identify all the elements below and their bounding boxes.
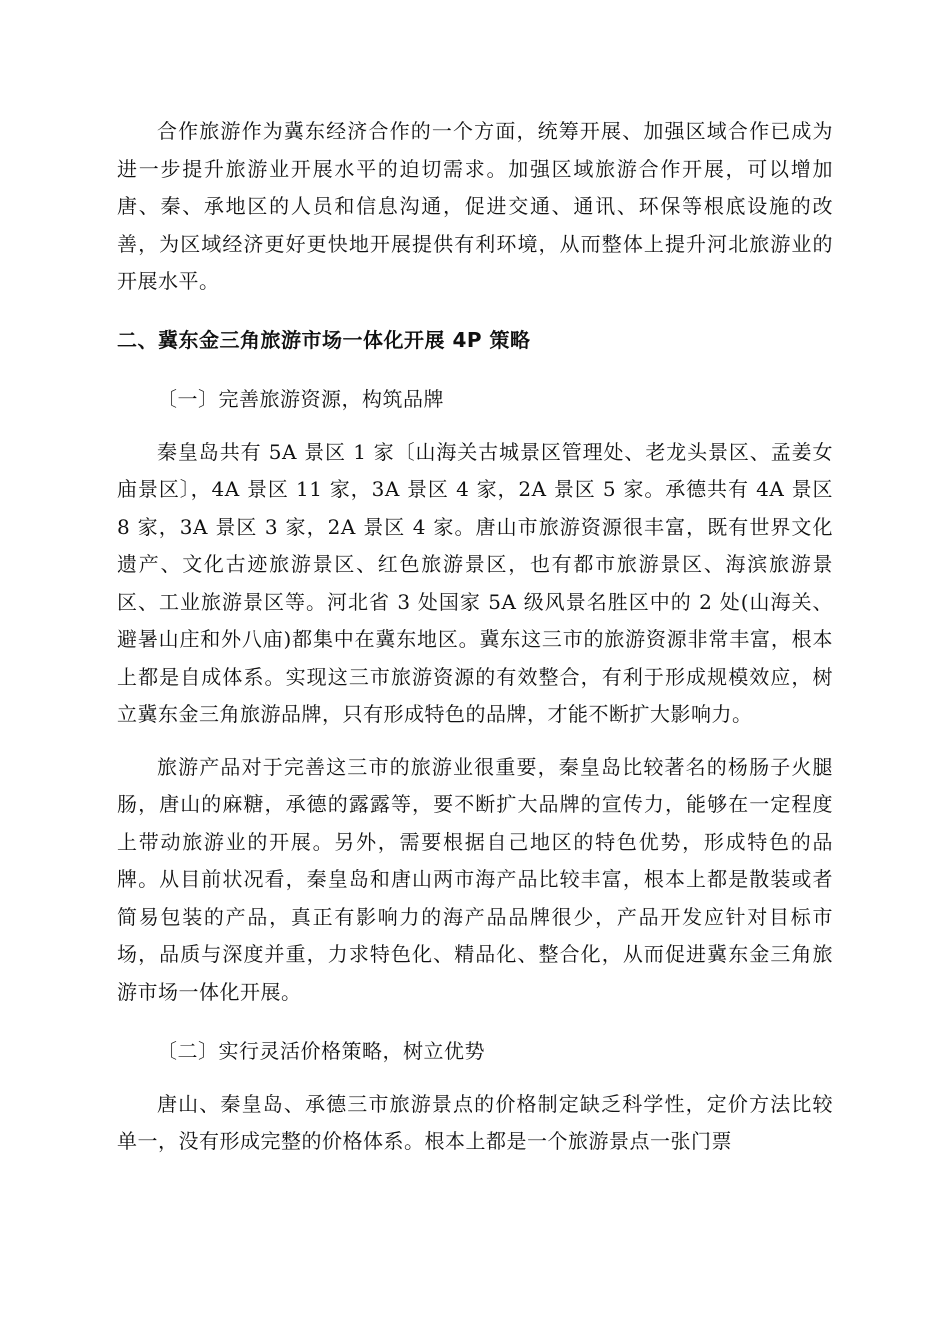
subsection-1-paragraph-1: 秦皇岛共有 5A 景区 1 家〔山海关古城景区管理处、老龙头景区、孟姜女庙景区〕，4A 景区 11 家，3A 景区 4 家，2A 景区 5 家。承德共有 4A 景区 8 家，3A 景区 3 家，2A 景区 4 家。唐山市旅游资源很丰富，既有世界文化遗产、文化古迹旅游景区、红色旅游景区，也有都市旅游景区、海滨旅游景区、工业旅游景区等。河北省 3 处国家 5A 级风景名胜区中的 2 处(山海关、避暑山庄和外八庙)都集中在冀东地区。冀东这三市的旅游资源非常丰富，根本上都是自成体系。实现这三市旅游资源的有效整合，有利于形成规模效应，树立冀东金三角旅游品牌，只有形成特色的品牌，才能不断扩大影响力。 — [117, 439, 833, 726]
section-heading: 二、冀东金三角旅游市场一体化开展 4P 策略 — [117, 327, 531, 352]
subsection-1-title: 〔一〕完善旅游资源，构筑品牌 — [157, 387, 444, 411]
subsection-1-paragraph-2: 旅游产品对于完善这三市的旅游业很重要，秦皇岛比较著名的杨肠子火腿肠，唐山的麻糖，承德的露露等，要不断扩大品牌的宣传力，能够在一定程度上带动旅游业的开展。另外，需要根据自己地区的特色优势，形成特色的品牌。从目前状况看，秦皇岛和唐山两市海产品比较丰富，根本上都是散装或者简易包装的产品，真正有影响力的海产品品牌很少，产品开发应针对目标市场，品质与深度并重，力求特色化、精品化、整合化，从而促进冀东金三角旅游市场一体化开展。 — [117, 754, 833, 1004]
document-page — [117, 113, 833, 1161]
subsection-2-paragraph-1: 唐山、秦皇岛、承德三市旅游景点的价格制定缺乏科学性，定价方法比较单一，没有形成完整的价格体系。根本上都是一个旅游景点一张门票 — [117, 1091, 833, 1153]
subsection-2-title: 〔二〕实行灵活价格策略，树立优势 — [157, 1039, 485, 1063]
intro-paragraph: 合作旅游作为冀东经济合作的一个方面，统筹开展、加强区域合作已成为进一步提升旅游业开展水平的迫切需求。加强区域旅游合作开展，可以增加唐、秦、承地区的人员和信息沟通，促进交通、通讯、环保等根底设施的改善，为区域经济更好更快地开展提供有利环境，从而整体上提升河北旅游业的开展水平。 — [117, 119, 833, 293]
